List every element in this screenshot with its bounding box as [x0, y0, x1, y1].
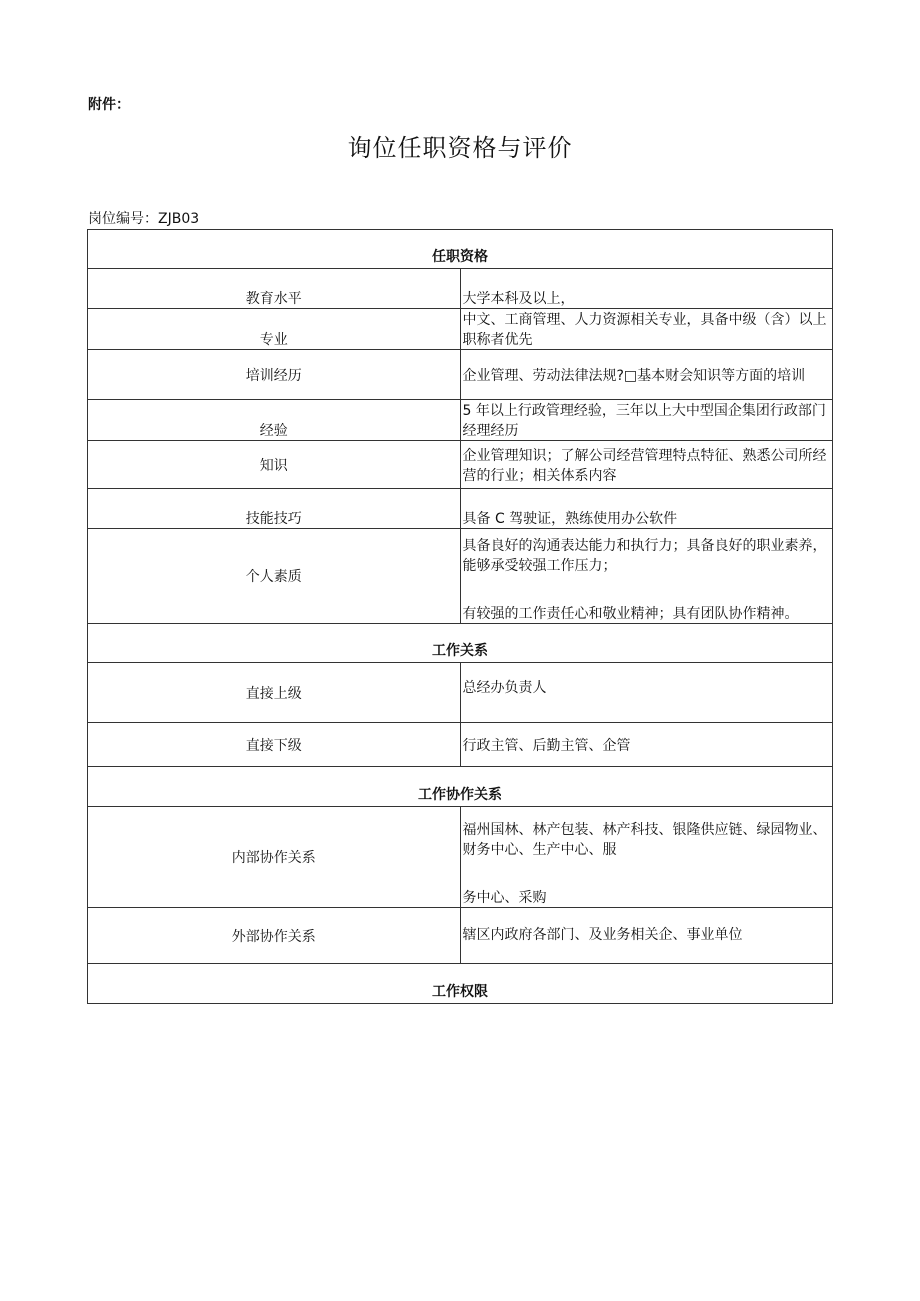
row-value: 大学本科及以上， [460, 269, 833, 309]
row-label: 培训经历 [88, 350, 461, 400]
section-row [88, 767, 833, 807]
table-row [88, 269, 833, 309]
row-value-line: 具备良好的沟通表达能力和执行力；具备良好的职业素养，能够承受较强工作压力； [462, 538, 827, 574]
table-row [88, 400, 833, 441]
row-label: 直接下级 [88, 723, 461, 767]
row-value-line: 务中心、采购 [462, 890, 547, 906]
table-row [88, 309, 833, 350]
section-row [88, 230, 833, 269]
document-title: 询位任职资格与评价 [347, 134, 573, 162]
section-row [88, 964, 833, 1004]
qualification-table [87, 229, 833, 1004]
table-row [88, 489, 833, 529]
row-value-line: 有较强的工作责任心和敬业精神；具有团队协作精神。 [462, 606, 799, 622]
row-value: 辖区内政府各部门、及业务相关企、事业单位 [460, 908, 833, 964]
table-row [88, 529, 833, 624]
row-value-line: 福州国林、林产包装、林产科技、银隆供应链、绿园物业、财务中心、生产中心、服 [462, 822, 827, 858]
row-label: 知识 [88, 441, 461, 489]
row-value [460, 529, 833, 624]
row-label: 内部协作关系 [88, 807, 461, 908]
section-qualifications: 任职资格 [88, 230, 833, 269]
row-value: 企业管理知识；了解公司经营管理特点特征、熟悉公司所经营的行业；相关体系内容 [460, 441, 833, 489]
row-label: 经验 [88, 400, 461, 441]
table-row [88, 807, 833, 908]
table-row [88, 723, 833, 767]
row-label: 专业 [88, 309, 461, 350]
row-value [460, 807, 833, 908]
row-label: 技能技巧 [88, 489, 461, 529]
row-value: 总经办负责人 [460, 663, 833, 723]
section-row [88, 624, 833, 663]
row-value: 5 年以上行政管理经验，三年以上大中型国企集团行政部门经理经历 [460, 400, 833, 441]
table-row [88, 441, 833, 489]
section-relations: 工作关系 [88, 624, 833, 663]
row-label: 个人素质 [88, 529, 461, 624]
attachment-label: 附件： [88, 97, 130, 113]
row-label: 直接上级 [88, 663, 461, 723]
section-authority: 工作权限 [88, 964, 833, 1004]
table-row [88, 350, 833, 400]
section-collaboration: 工作协作关系 [88, 767, 833, 807]
table-row [88, 663, 833, 723]
row-label: 教育水平 [88, 269, 461, 309]
row-label: 外部协作关系 [88, 908, 461, 964]
post-number: 岗位编号：ZJB03 [88, 211, 200, 227]
row-value: 中文、工商管理、人力资源相关专业，具备中级（含）以上职称者优先 [460, 309, 833, 350]
row-value: 行政主管、后勤主管、企管 [460, 723, 833, 767]
row-value: 具备 C 驾驶证，熟练使用办公软件 [460, 489, 833, 529]
row-value: 企业管理、劳动法律法规?□基本财会知识等方面的培训 [460, 350, 833, 400]
table-row [88, 908, 833, 964]
